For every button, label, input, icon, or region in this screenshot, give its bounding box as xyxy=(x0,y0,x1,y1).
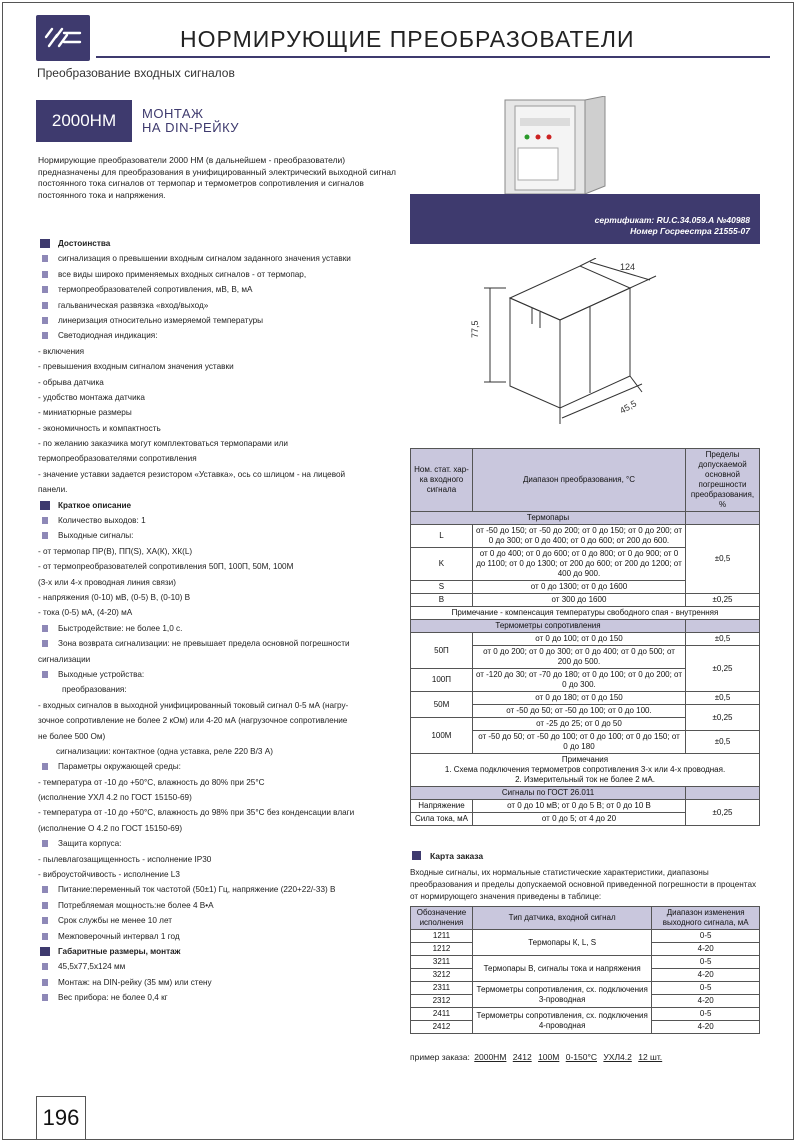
text-line: не более 500 Ом) xyxy=(38,731,106,741)
order-card-text: Входные сигналы, их нормальные статистические характеристики, диапазоны преобразования и пределы допускаемой основной приведенной погрешности в процентах от нормирующего значения приведены в таблице: xyxy=(410,868,757,901)
text-line: - обрыва датчика xyxy=(38,377,104,387)
section-subtitle: Преобразование входных сигналов xyxy=(37,66,235,80)
tc-error: ±0,5 xyxy=(686,525,760,594)
order-col-type: Тип датчика, входной сигнал xyxy=(472,907,651,930)
order-code: 3212 xyxy=(411,969,473,982)
bullet-item: сигнализация о превышении входным сигналом заданного значения уставки xyxy=(38,251,398,266)
brand-logo xyxy=(36,15,90,61)
order-example-part: 100М xyxy=(538,1052,560,1062)
product-photo xyxy=(410,96,760,244)
order-example-part: 12 шт. xyxy=(638,1052,663,1062)
bullet-item: Выходные сигналы: xyxy=(38,528,398,543)
text-line: - температура от -10 до +50°С, влажность до 80% при 25°С xyxy=(38,777,265,787)
bullet-item: Срок службы не менее 10 лет xyxy=(38,913,398,928)
page-number: 196 xyxy=(36,1096,86,1140)
text-line: - от термопреобразователей сопротивления 50П, 100П, 50М, 100М xyxy=(38,562,294,572)
section-rtd: Термометры сопротивления xyxy=(411,620,686,633)
tc-type: L xyxy=(411,525,473,548)
tc-type: S xyxy=(411,581,473,594)
tc-range: от -50 до 150; от -50 до 200; от 0 до 150; от 0 до 200; от 0 до 300; от 0 до 400; от 0 до 600; от 200 до 600. xyxy=(472,525,685,548)
order-col-code: Обозначение исполнения xyxy=(411,907,473,930)
mount-line-2: НА DIN-РЕЙКУ xyxy=(142,120,240,135)
tc-note: Примечание - компенсация температуры свободного спая - внутренняя xyxy=(411,607,760,620)
bullet-item: Монтаж: на DIN-рейку (35 мм) или стену xyxy=(38,975,398,990)
text-line: - пылевлагозащищенность - исполнение IP30 xyxy=(38,854,212,864)
tc-error: ±0,25 xyxy=(686,594,760,607)
order-output: 4-20 xyxy=(652,969,760,982)
rtd-range: от 0 до 180; от 0 до 150 xyxy=(472,692,685,705)
signal-type: Напряжение xyxy=(411,800,473,813)
order-example-part: 2000НМ xyxy=(474,1052,507,1062)
dimension-drawing xyxy=(470,258,680,428)
order-output: 4-20 xyxy=(652,1021,760,1034)
text-line: - значение уставки задается резистором «Уставка», ось со шлицом - на лицевой xyxy=(38,469,346,479)
order-output: 0-5 xyxy=(652,956,760,969)
order-code: 3211 xyxy=(411,956,473,969)
bullet-item: Вес прибора: не более 0,4 кг xyxy=(38,990,398,1005)
rtd-error: ±0,25 xyxy=(686,705,760,731)
bullet-item: Светодиодная индикация: xyxy=(38,328,398,343)
order-code: 1211 xyxy=(411,930,473,943)
order-code: 2412 xyxy=(411,1021,473,1034)
bullet-item: Выходные устройства: xyxy=(38,667,398,682)
signal-error: ±0,25 xyxy=(686,800,760,826)
rtd-note-2: 2. Измерительный ток не более 2 мА. xyxy=(515,775,655,784)
text-line: - по желанию заказчика могут комплектоваться термопарами или xyxy=(38,439,288,449)
order-table xyxy=(410,906,760,1034)
text-line: преобразования: xyxy=(62,685,127,695)
order-code: 2311 xyxy=(411,982,473,995)
order-type: Термопары К, L, S xyxy=(472,930,651,956)
section-heading: Краткое описание xyxy=(38,498,398,513)
text-line: - входных сигналов в выходной унифицированный токовый сигнал 0-5 мА (нагру- xyxy=(38,700,349,710)
mount-line-1: МОНТАЖ xyxy=(142,106,204,121)
order-example-part: 2412 xyxy=(512,1052,532,1062)
rtd-type: 50П xyxy=(411,633,473,669)
text-line: - тока (0-5) мА, (4-20) мА xyxy=(38,608,133,618)
tc-range: от 300 до 1600 xyxy=(472,594,685,607)
text-line: - удобство монтажа датчика xyxy=(38,392,145,402)
order-col-output: Диапазон изменения выходного сигнала, мА xyxy=(652,907,760,930)
text-line: - от термопар ПР(В), ПП(S), ХА(К), ХК(L) xyxy=(38,546,193,556)
order-output: 0-5 xyxy=(652,1008,760,1021)
device-illustration xyxy=(410,96,760,194)
rtd-range: от 0 до 200; от 0 до 300; от 0 до 400; от 0 до 500; от 200 до 500. xyxy=(472,646,685,669)
tc-type: B xyxy=(411,594,473,607)
section-gost: Сигналы по ГОСТ 26.011 xyxy=(411,787,686,800)
bullet-item: 45,5х77,5х124 мм xyxy=(38,959,398,974)
tc-range: от 0 до 400; от 0 до 600; от 0 до 800; от 0 до 900; от 0 до 1100; от 0 до 1300; от 200 до 600; от 200 до 1200; от 400 до 900. xyxy=(472,548,685,581)
text-line: - превышения входным сигналом значения уставки xyxy=(38,362,234,372)
bullet-item: линеризация относительно измеряемой температуры xyxy=(38,313,398,328)
text-line: (3-х или 4-х проводная линия связи) xyxy=(38,577,176,587)
header-divider xyxy=(96,56,770,58)
mount-label xyxy=(142,107,239,135)
text-line: - температура от -10 до +50°С, влажность до 98% при 35°С без конденсации влаги xyxy=(38,808,355,818)
col-header-range: Диапазон преобразования, °С xyxy=(472,449,685,512)
order-example xyxy=(410,1052,664,1062)
order-output: 4-20 xyxy=(652,995,760,1008)
text-line: термопреобразователями сопротивления xyxy=(38,454,197,464)
page-title: НОРМИРУЮЩИЕ ПРЕОБРАЗОВАТЕЛИ xyxy=(180,26,635,52)
bullet-item: Питание:переменный ток частотой (50±1) Гц, напряжение (220+22/-33) В xyxy=(38,882,398,897)
text-line: - напряжения (0-10) мВ, (0-5) В, (0-10) В xyxy=(38,592,191,602)
rtd-range: от -25 до 25; от 0 до 50 xyxy=(472,718,685,731)
bullet-item: Потребляемая мощность:не более 4 В•А xyxy=(38,898,398,913)
rtd-notes xyxy=(411,754,760,787)
rtd-notes-title: Примечания xyxy=(561,755,609,764)
section-heading: Достоинства xyxy=(38,236,398,251)
section-thermocouples: Термопары xyxy=(411,512,686,525)
order-code: 2312 xyxy=(411,995,473,1008)
col-header-error: Пределы допускаемой основной погрешности преобразования, % xyxy=(686,449,760,512)
rtd-error: ±0,5 xyxy=(686,731,760,754)
order-output: 0-5 xyxy=(652,982,760,995)
bullet-item: Параметры окружающей среды: xyxy=(38,759,398,774)
tc-type: K xyxy=(411,548,473,581)
signal-type: Сила тока, мА xyxy=(411,813,473,826)
dim-length-label: 124 xyxy=(620,262,636,272)
rtd-type: 100М xyxy=(411,718,473,754)
intro-text: Нормирующие преобразователи 2000 НМ (в дальнейшем - преобразователи) предназначены для преобразования в унифицированный электрический выходной сигнал постоянного тока сигналов от термопар и термометров сопротивления и сигналов постоянного тока и напряжения. xyxy=(38,155,397,200)
text-line: сигнализации xyxy=(38,654,91,664)
order-code: 2411 xyxy=(411,1008,473,1021)
order-type: Термометры сопротивления, сх. подключения 4-проводная xyxy=(472,1008,651,1034)
order-example-part: 0-150°С xyxy=(565,1052,597,1062)
rtd-type: 100П xyxy=(411,669,473,692)
order-output: 0-5 xyxy=(652,930,760,943)
bullet-item: Зона возврата сигнализации: не превышает предела основной погрешности xyxy=(38,636,398,651)
text-line: - миниатюрные размеры xyxy=(38,408,132,418)
order-code: 1212 xyxy=(411,943,473,956)
certificate-band xyxy=(410,194,760,244)
rtd-range: от 0 до 100; от 0 до 150 xyxy=(472,633,685,646)
col-header-nsh: Ном. стат. хар-ка входного сигнала xyxy=(411,449,473,512)
bullet-item: термопреобразователей сопротивления, мВ, В, мА xyxy=(38,282,398,297)
bullet-item: Защита корпуса: xyxy=(38,836,398,851)
rtd-range: от -50 до 50; от -50 до 100; от 0 до 100. xyxy=(472,705,685,718)
bullet-item: Межповерочный интервал 1 год xyxy=(38,929,398,944)
signal-range: от 0 до 5; от 4 до 20 xyxy=(472,813,685,826)
tc-range: от 0 до 1300; от 0 до 1600 xyxy=(472,581,685,594)
dim-width-label: 45,5 xyxy=(618,398,639,416)
rtd-type: 50М xyxy=(411,692,473,718)
order-example-part: УХЛ4.2 xyxy=(603,1052,632,1062)
bullet-item: Быстродействие: не более 1,0 с. xyxy=(38,621,398,636)
text-line: зочное сопротивление не более 2 кОм) или 4-20 мА (нагрузочное сопротивление xyxy=(38,716,348,726)
text-line: - экономичность и компактность xyxy=(38,423,161,433)
order-card-heading: Карта заказа xyxy=(410,851,483,861)
text-line: - включения xyxy=(38,346,85,356)
model-badge: 2000НМ xyxy=(36,100,132,142)
certificate-number: сертификат: RU.С.34.059.А №40988 xyxy=(594,215,750,225)
text-line: (исполнение УХЛ 4.2 по ГОСТ 15150-69) xyxy=(38,793,192,803)
order-type: Термометры сопротивления, сх. подключения 3-проводная xyxy=(472,982,651,1008)
section-heading: Габаритные размеры, монтаж xyxy=(38,944,398,959)
order-type: Термопары В, сигналы тока и напряжения xyxy=(472,956,651,982)
rtd-range: от -120 до 30; от -70 до 180; от 0 до 100; от 0 до 200; от 0 до 300. xyxy=(472,669,685,692)
features-list xyxy=(38,236,398,1006)
rtd-note-1: 1. Схема подключения термометров сопротивления 3-х или 4-х проводная. xyxy=(444,765,726,774)
dim-height-label: 77,5 xyxy=(470,320,480,338)
bullet-item: все виды широко применяемых входных сигналов - от термопар, xyxy=(38,267,398,282)
order-output: 4-20 xyxy=(652,943,760,956)
rtd-range: от -50 до 50; от -50 до 100; от 0 до 100; от 0 до 150; от 0 до 180 xyxy=(472,731,685,754)
rtd-error: ±0,25 xyxy=(686,646,760,692)
specs-table xyxy=(410,448,760,826)
rtd-error: ±0,5 xyxy=(686,692,760,705)
text-line: панели. xyxy=(38,485,68,495)
text-line: - виброустойчивость - исполнение L3 xyxy=(38,870,180,880)
signal-range: от 0 до 10 мВ; от 0 до 5 В; от 0 до 10 В xyxy=(472,800,685,813)
text-line: сигнализации: контактное (одна уставка, реле 220 В/3 А) xyxy=(56,746,273,756)
text-line: (исполнение О 4.2 по ГОСТ 15150-69) xyxy=(38,823,183,833)
rtd-error: ±0,5 xyxy=(686,633,760,646)
bullet-item: гальваническая развязка «вход/выход» xyxy=(38,298,398,313)
bullet-item: Количество выходов: 1 xyxy=(38,513,398,528)
order-example-label: пример заказа: xyxy=(410,1052,470,1062)
registry-number: Номер Госреестра 21555-07 xyxy=(630,226,750,236)
